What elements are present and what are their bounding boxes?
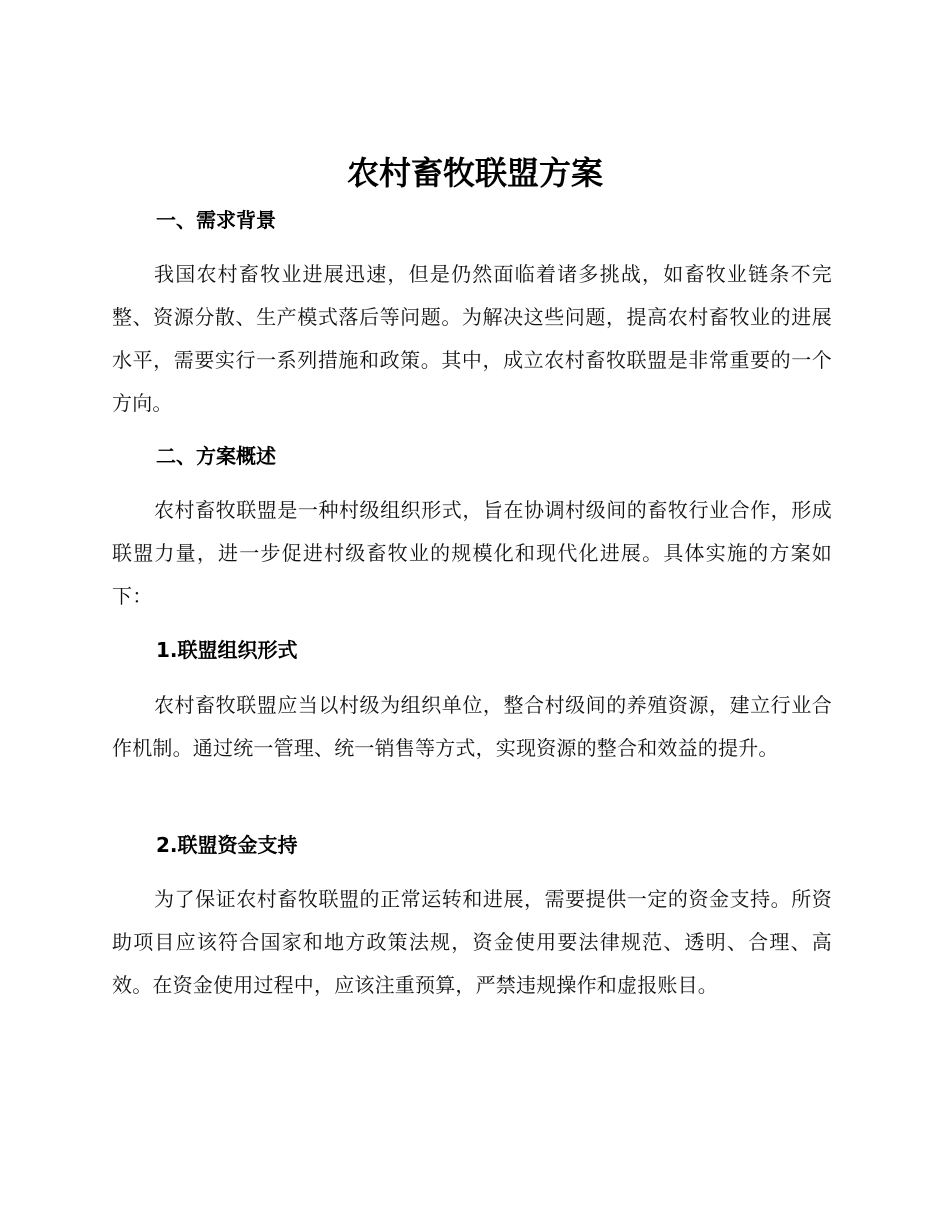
subsection-heading-organization: 1.联盟组织形式 [156, 638, 298, 662]
section-heading-overview: 二、方案概述 [156, 444, 276, 468]
paragraph-organization: 农村畜牧联盟应当以村级为组织单位，整合村级间的养殖资源，建立行业合作机制。通过统一管理、统一销售等方式，实现资源的整合和效益的提升。 [112, 693, 832, 760]
paragraph-funding: 为了保证农村畜牧联盟的正常运转和进展，需要提供一定的资金支持。所资助项目应该符合国家和地方政策法规，资金使用要法律规范、透明、合理、高效。在资金使用过程中，应该注重预算，严禁违规操作和虚报账目。 [112, 887, 832, 997]
section-heading-background: 一、需求背景 [156, 208, 276, 232]
document-title: 农村畜牧联盟方案 [346, 154, 603, 192]
paragraph-background: 我国农村畜牧业进展迅速，但是仍然面临着诸多挑战，如畜牧业链条不完整、资源分散、生产模式落后等问题。为解决这些问题，提高农村畜牧业的进展水平，需要实行一系列措施和政策。其中，成立农村畜牧联盟是非常重要的一个方向。 [112, 262, 832, 415]
subsection-heading-funding: 2.联盟资金支持 [156, 833, 298, 857]
paragraph-overview: 农村畜牧联盟是一种村级组织形式，旨在协调村级间的畜牧行业合作，形成联盟力量，进一步促进村级畜牧业的规模化和现代化进展。具体实施的方案如下： [112, 498, 832, 608]
